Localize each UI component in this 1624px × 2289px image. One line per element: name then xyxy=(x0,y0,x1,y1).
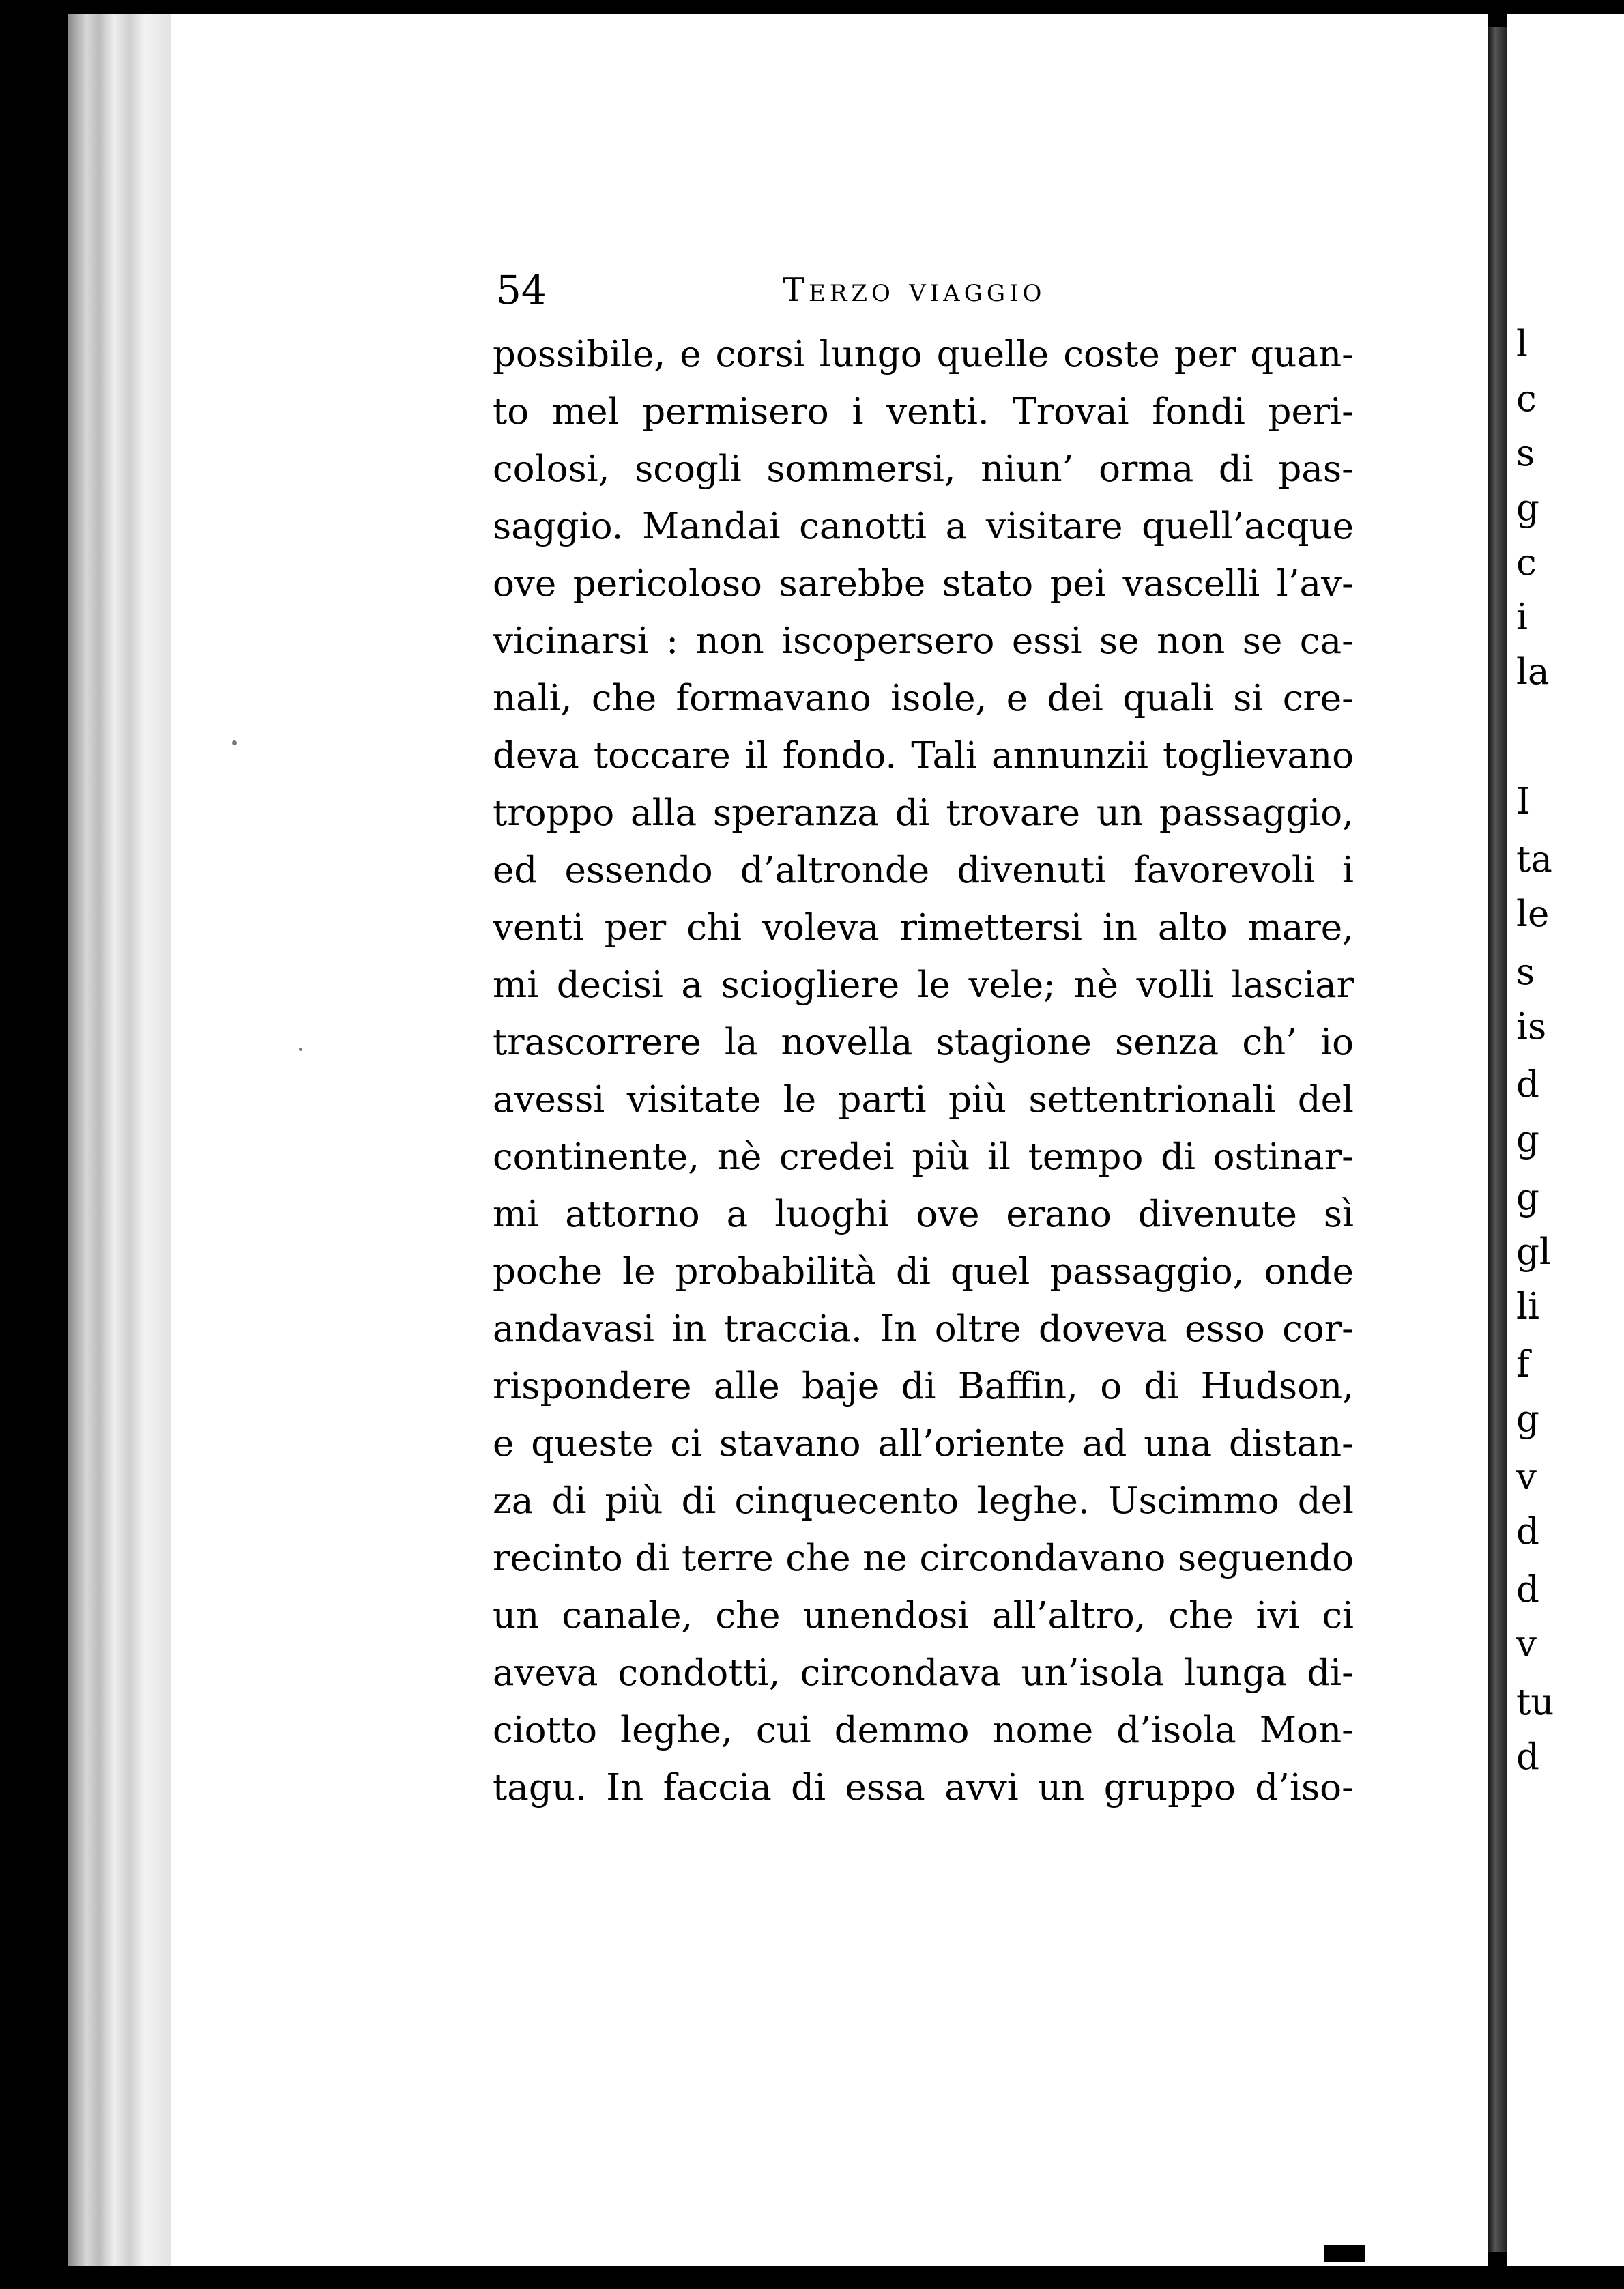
facing-page-fragment-text: is xyxy=(1516,1006,1547,1048)
text-line: avessi visitate le parti più settentrionali del xyxy=(493,1079,1354,1121)
facing-page-fragment-text: la xyxy=(1516,651,1550,693)
facing-page-fragment-text: c xyxy=(1516,542,1537,584)
facing-page-fragment-text: li xyxy=(1516,1286,1539,1327)
paper-speck xyxy=(299,1048,302,1051)
facing-page-fragment-text: g xyxy=(1516,1119,1539,1160)
facing-page-fragment-text: ta xyxy=(1516,839,1552,880)
page-number: 54 xyxy=(496,267,547,313)
text-line: mi decisi a sciogliere le vele; nè volli lasciar xyxy=(493,964,1354,1006)
facing-page-fragment-text: f xyxy=(1516,1344,1530,1385)
text-line: to mel permisero i venti. Trovai fondi peri- xyxy=(493,391,1354,433)
text-line: mi attorno a luoghi ove erano divenute sì xyxy=(493,1194,1354,1235)
text-line: za di più di cinquecento leghe. Uscimmo del xyxy=(493,1480,1354,1522)
facing-page-fragment-text: d xyxy=(1516,1736,1539,1778)
running-head xyxy=(496,263,1353,317)
text-line: aveva condotti, circondava un’isola lunga di- xyxy=(493,1652,1354,1694)
running-title: Terzo viaggio xyxy=(783,271,1046,309)
facing-page-fragment-text: d xyxy=(1516,1511,1539,1553)
page-edges-left xyxy=(68,14,171,2266)
text-line: possibile, e corsi lungo quelle coste per quan- xyxy=(493,334,1354,375)
page-body xyxy=(493,326,1354,1817)
facing-page-fragment-text: s xyxy=(1516,433,1535,474)
text-line: trascorrere la novella stagione senza ch’ io xyxy=(493,1022,1354,1063)
facing-page-fragment-text: g xyxy=(1516,1177,1539,1218)
facing-page-fragment-text: g xyxy=(1516,487,1539,529)
text-line: ciotto leghe, cui demmo nome d’isola Mon- xyxy=(493,1710,1354,1751)
facing-page-fragment-text: s xyxy=(1516,951,1535,993)
text-line: vicinarsi : non iscopersero essi se non se ca- xyxy=(493,620,1354,662)
facing-page-fragment-text: gl xyxy=(1516,1231,1551,1273)
facing-page-fragment-text: i xyxy=(1516,596,1528,638)
book-gutter xyxy=(1488,27,1507,2252)
facing-page-fragment-text: v xyxy=(1516,1456,1537,1498)
facing-page-fragment xyxy=(1507,14,1624,2266)
facing-page-fragment-text: c xyxy=(1516,378,1537,420)
text-line: andavasi in traccia. In oltre doveva esso cor- xyxy=(493,1308,1354,1350)
text-line: recinto di terre che ne circondavano seguendo xyxy=(493,1538,1354,1579)
text-line: continente, nè credei più il tempo di ostinar- xyxy=(493,1136,1354,1178)
facing-page-fragment-text: d xyxy=(1516,1064,1539,1106)
facing-page-fragment-text: I xyxy=(1516,781,1531,822)
facing-page-fragment-text: g xyxy=(1516,1398,1539,1440)
text-line: ed essendo d’altronde divenuti favorevoli i xyxy=(493,850,1354,891)
text-line: venti per chi voleva rimettersi in alto mare, xyxy=(493,907,1354,949)
text-line: ove pericoloso sarebbe stato pei vascelli l’av- xyxy=(493,563,1354,605)
facing-page-fragment-text: tu xyxy=(1516,1682,1554,1723)
text-line: e queste ci stavano all’oriente ad una distan- xyxy=(493,1423,1354,1465)
text-line: poche le probabilità di quel passaggio, onde xyxy=(493,1251,1354,1293)
facing-page-fragment-text: d xyxy=(1516,1569,1539,1611)
text-line: nali, che formavano isole, e dei quali si cre- xyxy=(493,678,1354,719)
facing-page-fragment-text: l xyxy=(1516,323,1528,365)
text-line: colosi, scogli sommersi, niun’ orma di pas- xyxy=(493,448,1354,490)
facing-page-fragment-text: le xyxy=(1516,893,1550,935)
text-line: saggio. Mandai canotti a visitare quell’acque xyxy=(493,506,1354,547)
scan-artifact xyxy=(1324,2245,1365,2262)
paper-speck xyxy=(232,740,237,745)
text-line: un canale, che unendosi all’altro, che ivi ci xyxy=(493,1595,1354,1637)
text-line: rispondere alle baje di Baffin, o di Hudson, xyxy=(493,1366,1354,1407)
text-line: troppo alla speranza di trovare un passaggio, xyxy=(493,792,1354,834)
text-line: deva toccare il fondo. Tali annunzii toglievano xyxy=(493,735,1354,777)
facing-page-fragment-text: v xyxy=(1516,1624,1537,1665)
text-line: tagu. In faccia di essa avvi un gruppo d’iso- xyxy=(493,1767,1354,1809)
